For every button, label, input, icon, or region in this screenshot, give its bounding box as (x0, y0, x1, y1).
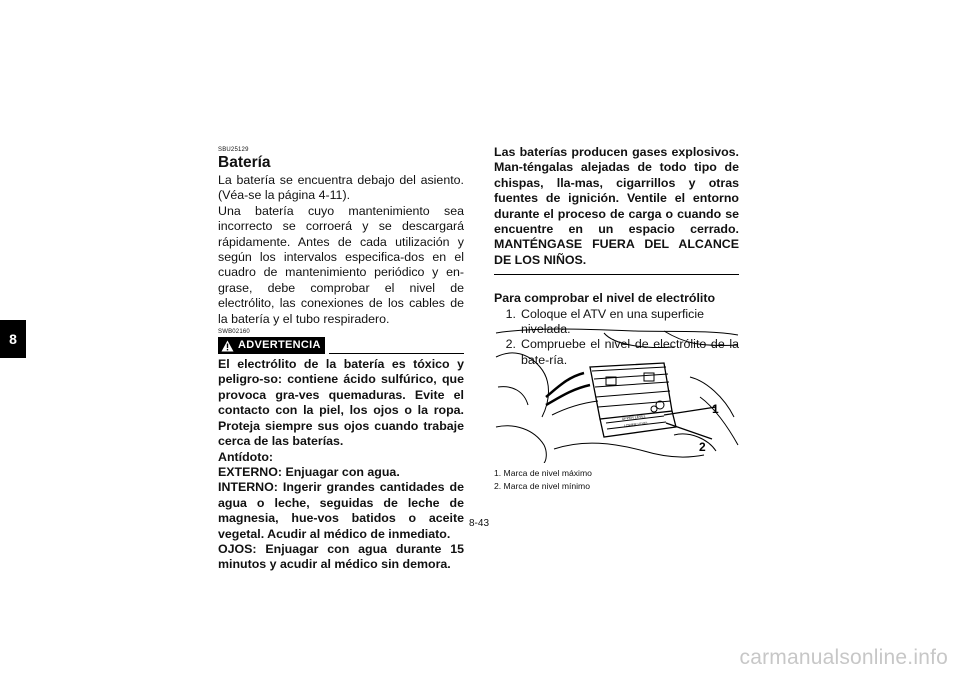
warning-code: SWB02160 (218, 329, 250, 336)
antidote-title: Antídoto: (218, 449, 274, 464)
page-number: 8-43 (469, 518, 490, 529)
antidote-external: EXTERNO: Enjuagar con agua. (218, 464, 400, 479)
step-number: 1. (505, 306, 516, 321)
intro-paragraph: La batería se encuentra debajo del asiento. (Véa-se la página 4-11). (218, 173, 464, 203)
callout-2: 2 (699, 440, 706, 454)
warning-continued: Las baterías producen gases explosivos. Man-téngalas alejadas de todo tipo de chispas, lla-mas, cigarrillos y otras fuentes de ignición. Ventile el entorno durante el proceso de carga o cuando se encuentre en un espacio cerrado. MANTÉNGASE FUERA DEL ALCANCE DE LOS NIÑOS. (494, 145, 739, 267)
warning-label: ADVERTENCIA (238, 338, 321, 351)
step-number: 2. (505, 337, 516, 352)
section-code: SBU25129 (218, 147, 249, 153)
left-column (218, 146, 464, 573)
upper-level-mark: UPPER LEVEL (621, 414, 646, 421)
section-title: Batería (218, 154, 271, 171)
procedure-title: Para comprobar el nivel de electrólito (494, 291, 716, 306)
warning-text: El electrólito de la batería es tóxico y peligro-so: contiene ácido sulfúrico, que provoca gra-ves quemaduras. Evite el contacto con la piel, los ojos o la ropa. Proteja siempre sus ojos cuando trabaje cerca de las baterías. (218, 357, 464, 449)
maintenance-paragraph: Una batería cuyo mantenimiento sea incorrecto se corroerá y se descargará rápidamente. Antes de cada utilización y según los intervalos especifica-dos en el cuadro de mantenimiento periódico y en-grase, debe comprobar el nivel de electrólito, las conexiones de los cables de la batería y el tubo respiradero. (218, 203, 464, 326)
warning-triangle-icon (221, 340, 234, 352)
step-text: Coloque el ATV en una superficie nivelada. (521, 306, 704, 337)
antidote-internal: INTERNO: Ingerir grandes cantidades de agua o leche, seguidas de leche de magnesia, hue-vos batidos o aceite vegetal. Acudir al médico de inmediato. (218, 480, 464, 541)
warning-badge (218, 337, 325, 354)
warning-end-rule (494, 274, 739, 275)
antidote-eyes: OJOS: Enjuagar con agua durante 15 minutos y acudir al médico sin demora. (218, 541, 464, 572)
lower-level-mark: LOWER LEVEL (623, 421, 649, 428)
step-text: Compruebe el nivel de electrólito de la bate-ría. (521, 337, 739, 367)
caption-item: 2. Marca de nivel mínimo (494, 480, 590, 491)
warning-rule (329, 338, 464, 354)
chapter-tab: 8 (0, 320, 26, 358)
caption-item: 1. Marca de nivel máximo (494, 468, 592, 478)
watermark: carmanualsonline.info (739, 646, 948, 669)
figure-caption (494, 467, 592, 492)
warning-header (218, 337, 464, 354)
callout-1: 1 (712, 402, 719, 416)
battery-illustration (494, 327, 740, 463)
